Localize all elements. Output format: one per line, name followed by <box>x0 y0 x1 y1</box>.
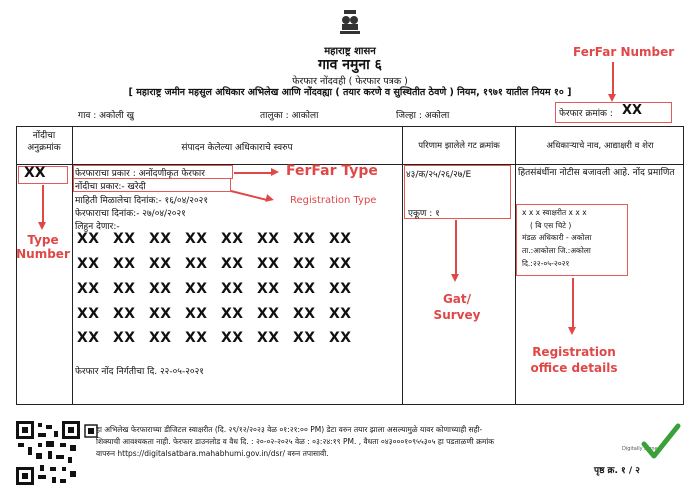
col-header-rights: संपादन केलेल्या अधिकाराचे स्वरुप <box>181 143 293 153</box>
rules-line: [ महाराष्ट्र जमीन महसुल अधिकार अभिलेख आणि नोंदवह्या ( तयार करणे व सुस्थितीत ठेवणे ) नियम, १९७१ यातील नियम १० ] <box>128 87 572 98</box>
ferfar-number-value: XX <box>622 103 643 118</box>
notice-text: हितसंबंधींना नोटीस बजावली आहे. नोंद प्रमाणित <box>518 168 675 178</box>
sign-line-2: ( बि एस चिटे ) <box>530 221 572 230</box>
x-cell: XX <box>329 330 352 346</box>
digitally-signed-label: Digitally signed <box>622 446 661 452</box>
x-cell: XX <box>221 281 244 297</box>
x-cell: XX <box>185 231 208 247</box>
x-cell: XX <box>185 281 208 297</box>
village-field: गाव : अकोली खु <box>78 111 134 121</box>
x-cell: XX <box>293 306 316 322</box>
gat-survey-annotation: Gat/ Survey <box>433 292 481 322</box>
x-cell: XX <box>221 256 244 272</box>
x-cell: XX <box>329 256 352 272</box>
ferfar-type-annotation: FerFar Type <box>286 163 378 179</box>
registration-type-annotation: Registration Type <box>290 195 377 206</box>
info-date: माहिती मिळालेचा दिनांक:- १६/०४/२०२१ <box>75 196 209 206</box>
x-cell: XX <box>221 306 244 322</box>
district-field: जिल्हा : अकोला <box>396 111 450 121</box>
x-cell: XX <box>329 231 352 247</box>
x-cell: XX <box>329 306 352 322</box>
x-cell: XX <box>221 330 244 346</box>
x-cell: XX <box>293 330 316 346</box>
sign-line-1: x x x स्वाक्षरीत x x x <box>522 208 587 217</box>
gat-total: एकूण : १ <box>408 209 440 219</box>
x-cell: XX <box>257 231 280 247</box>
x-cell: XX <box>257 281 280 297</box>
x-cell: XX <box>113 256 136 272</box>
x-cell: XX <box>221 231 244 247</box>
x-cell: XX <box>77 306 100 322</box>
footer-line-1: हा अभिलेख फेरफाराच्या डीजिटल स्वाक्षरीत (दि. २९/१२/२०२३ वेळ ०१:२१:०० PM) डेटा वरुन तयार झाला असल्यामुळे यावर कोणाच्याही सही- <box>96 425 483 434</box>
ferfar-number-label: फेरफार क्रमांक : <box>559 109 613 119</box>
footer-verify-link: वापरुन https://digitalsatbara.mahabhumi.gov.in/dsr/ वरुन तपासावी. <box>96 449 329 458</box>
verified-check-icon <box>640 422 682 462</box>
form-title: गाव नमुना ६ <box>318 57 382 73</box>
x-cell: XX <box>329 281 352 297</box>
x-cell: XX <box>257 256 280 272</box>
x-cell: XX <box>113 231 136 247</box>
qr-code-icon <box>16 421 80 485</box>
sign-line-4: ता.:आकोला जि.:अकोला <box>522 246 591 255</box>
x-cell: XX <box>149 306 172 322</box>
type-number-arrow <box>42 185 44 223</box>
register-title: फेरफार नोंदवही ( फेरफार पत्रक ) <box>292 76 408 87</box>
footer-line-2: शिक्याची आवश्यकता नाही. फेरफार डाउनलोड व वैध दि. : २०-०२-२०२५ वेळ : ०३:२४:१९ PM. , वैधता ०४३०००१०९५५३०५ हा पडताळणी क्रमांक <box>96 437 495 446</box>
gat-survey-arrowhead <box>451 274 459 282</box>
x-cell: XX <box>293 231 316 247</box>
x-cell: XX <box>257 306 280 322</box>
x-cell: XX <box>257 330 280 346</box>
x-cell: XX <box>293 256 316 272</box>
x-cell: XX <box>185 306 208 322</box>
registration-office-arrow <box>572 278 574 328</box>
gat-number: ४३/क/२५/२६/२७/E <box>406 170 472 180</box>
registration-type-text: नोंदीचा प्रकार:- खरेदी <box>75 182 146 192</box>
ferfar-number-arrowhead <box>608 94 616 102</box>
registration-office-arrowhead <box>568 327 576 335</box>
x-cell: XX <box>113 306 136 322</box>
x-cell: XX <box>149 330 172 346</box>
x-cell: XX <box>185 330 208 346</box>
sign-line-5: दि.:२२-०५-२०२१ <box>522 259 570 268</box>
col-header-serial: नोंदीचा अनुक्रमांक <box>27 131 61 153</box>
page-number: पृष्ठ क्र. १ / २ <box>594 466 640 476</box>
state-emblem-icon <box>336 8 364 38</box>
x-cell: XX <box>185 256 208 272</box>
giver-label: लिहुन देणार:- <box>75 222 120 232</box>
col-divider-2 <box>402 126 403 405</box>
x-cell: XX <box>77 281 100 297</box>
x-cell: XX <box>149 281 172 297</box>
gat-survey-arrow <box>455 220 457 275</box>
type-number-annotation: Type Number <box>16 233 70 261</box>
taluka-field: तालुका : आकोला <box>260 111 319 121</box>
col-header-officer: अधिकाऱ्याचे नाव, आद्याक्षरी व शेरा <box>546 141 654 151</box>
sign-line-3: मंडळ अधिकारी - अकोला <box>522 233 592 242</box>
x-cell: XX <box>113 281 136 297</box>
x-cell: XX <box>113 330 136 346</box>
ferfar-date: फेरफाराचा दिनांक:- २७/०४/२०२१ <box>75 209 186 219</box>
gov-title: महाराष्ट्र शासन <box>324 46 376 57</box>
x-cell: XX <box>149 256 172 272</box>
x-cell: XX <box>149 231 172 247</box>
ferfar-number-arrow <box>612 62 614 94</box>
x-cell: XX <box>77 256 100 272</box>
ferfar-type-arrowhead <box>271 168 279 176</box>
x-cell: XX <box>77 330 100 346</box>
ferfar-number-annotation: FerFar Number <box>573 45 675 59</box>
serial-number: XX <box>24 165 46 181</box>
x-cell: XX <box>77 231 100 247</box>
ferfar-type-arrow <box>234 172 272 174</box>
type-number-arrowhead <box>38 222 46 230</box>
ferfar-type-text: फेरफाराचा प्रकार : अनोंदणीकृत फेरफार <box>75 169 205 179</box>
decision-date: फेरफार नोंद निर्गतीचा दि. २२-०५-२०२१ <box>75 367 204 377</box>
x-cell: XX <box>293 281 316 297</box>
col-header-gat: परिणाम झालेले गट क्रमांक <box>418 141 500 151</box>
registration-office-annotation: Registration office details <box>530 345 618 375</box>
